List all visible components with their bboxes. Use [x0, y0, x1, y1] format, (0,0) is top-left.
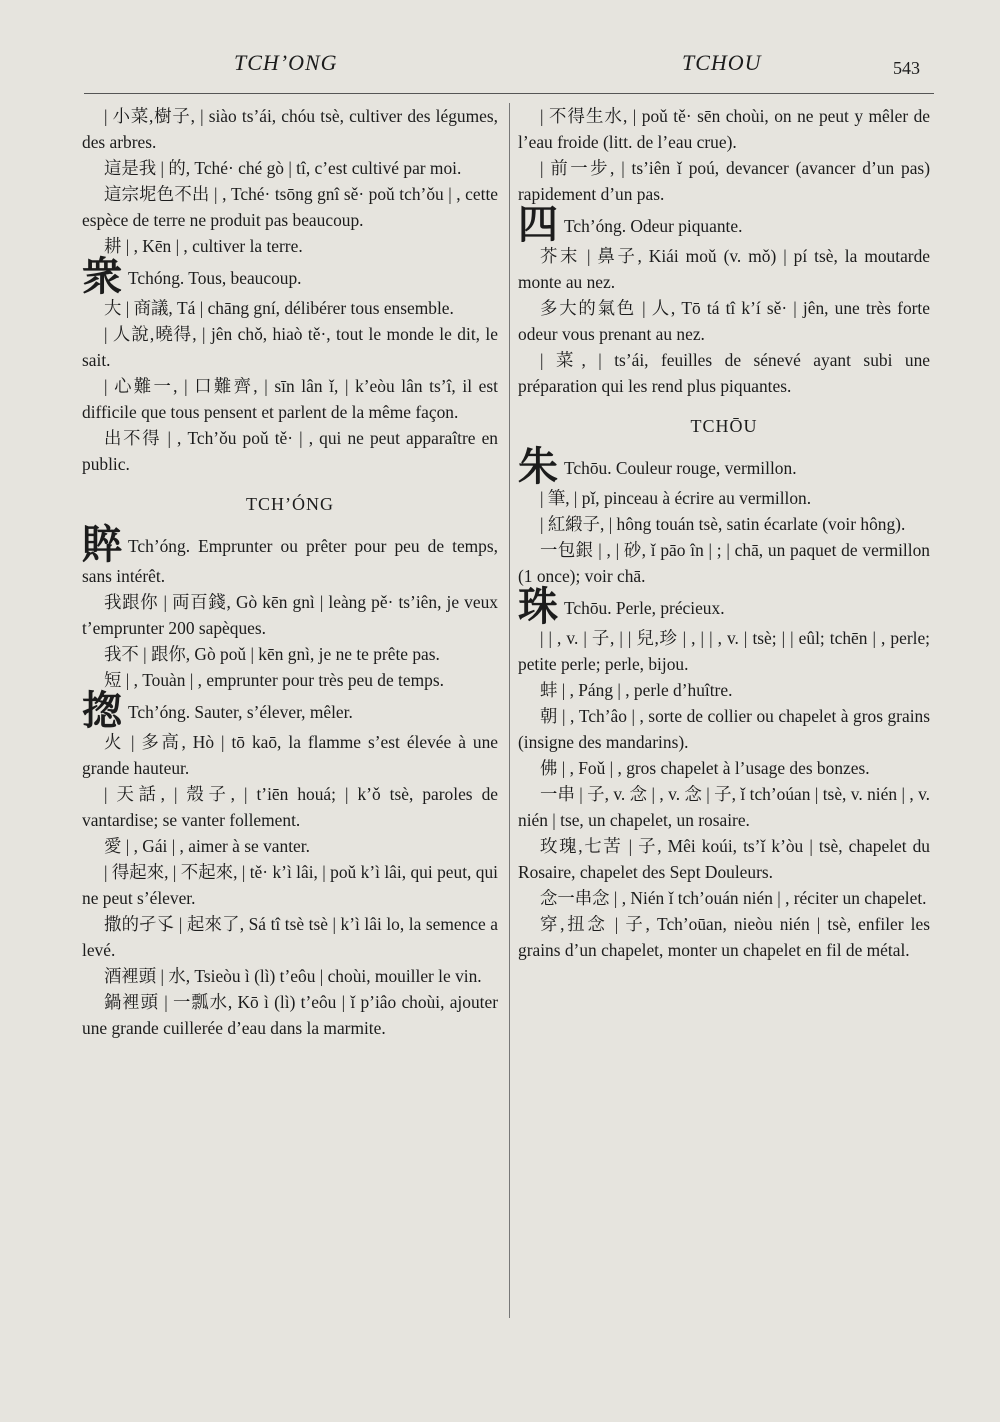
sub-entry: 玫瑰,七苦 | 子, Mêi koúi, ts’ǐ k’òu | tsè, chapelet du Rosaire, chapelet des Sept Douleurs. [518, 836, 930, 882]
headword-definition: Tchóng. Tous, beaucoup. [128, 268, 302, 288]
sub-entry: 愛 | , Gái | , aimer à se vanter. [104, 836, 310, 856]
sub-entry: 短 | , Touàn | , emprunter pour très peu de temps. [104, 670, 444, 690]
sub-entry: | 紅緞子, | hông touán tsè, satin écarlate (voir hông). [540, 514, 906, 534]
headword-character: 衆 [82, 254, 122, 300]
headword-character: 珠 [518, 584, 558, 630]
sub-entry: | 小菜,樹子, | siào ts’ái, chóu tsè, cultiver des légumes, des arbres. [82, 106, 498, 152]
sub-entry: 火 | 多高, Hò | tō kaō, la flamme s’est élevée à une grande hauteur. [82, 732, 498, 778]
column-divider [509, 103, 510, 1318]
sub-entry: 蚌 | , Páng | , perle d’huître. [540, 680, 733, 700]
sub-entry: 這宗坭色不出 | , Tché· tsōng gnî sě· poǔ tch’ǒu | , cette espèce de terre ne produit pas beaucoup. [82, 184, 498, 230]
headword-definition: Tch’óng. Emprunter ou prêter pour peu de temps, sans intérêt. [82, 536, 498, 586]
headword-entry [82, 522, 498, 589]
headword-definition: Tchōu. Couleur rouge, vermillon. [564, 458, 797, 478]
sub-entry: 鍋裡頭 | 一瓢水, Kō ì (lì) t’eôu | ǐ p’iâo choùi, ajouter une grande cuillerée d’eau dans la marmite. [82, 992, 498, 1038]
headword-entry [82, 254, 498, 300]
sub-entry: 多大的氣色 | 人, Tō tá tî k’í sě· | jên, une très forte odeur vous prenant au nez. [518, 298, 930, 344]
sub-entry: 撒的孑孓 | 起來了, Sá tî tsè tsè | k’ì lâi lo, la semence a levé. [82, 914, 498, 960]
sub-entry: | 筆, | pǐ, pinceau à écrire au vermillon. [540, 488, 812, 508]
sub-entry: 大 | 商議, Tá | chāng gní, délibérer tous ensemble. [104, 298, 454, 318]
headword-entry [518, 584, 930, 630]
sub-entry: 酒裡頭 | 水, Tsieòu ì (lì) t’eôu | choùi, mouiller le vin. [104, 966, 482, 986]
running-head-right: TCHOU [682, 50, 762, 75]
sub-entry: 念一串念 | , Nién ǐ tch’ouán nién | , réciter un chapelet. [540, 888, 927, 908]
sub-entry: 佛 | , Foǔ | , gros chapelet à l’usage des bonzes. [540, 758, 870, 778]
sub-entry: | 不得生水, | poǔ tě· sēn choùi, on ne peut y mêler de l’eau froide (litt. de l’eau crue). [518, 106, 930, 152]
sub-entry: 這是我 | 的, Tché· ché gò | tî, c’est cultivé par moi. [104, 158, 462, 178]
headword-character: 四 [518, 202, 558, 248]
sub-entry: 出不得 | , Tch’ǒu poǔ tě· | , qui ne peut apparaître en public. [82, 428, 498, 474]
sub-entry: 我跟你 | 両百錢, Gò kēn gnì | leàng pě· ts’iên, je veux t’emprunter 200 sapèques. [82, 592, 498, 638]
headword-character: 揔 [82, 688, 122, 734]
right-column [518, 103, 930, 1318]
headword-entry [518, 202, 930, 248]
headword-entry [82, 688, 498, 734]
sub-entry: 耕 | , Kēn | , cultiver la terre. [104, 236, 303, 256]
running-head-left: TCH’ONG [234, 50, 338, 75]
headword-definition: Tch’óng. Odeur piquante. [564, 216, 743, 236]
headword-definition: Tchōu. Perle, précieux. [564, 598, 725, 618]
sub-entry: 一串 | 子, v. 念 | , v. 念 | 子, ǐ tch’oúan | tsè, v. nién | , v. nién | tse, un chapelet, un rosaire. [518, 784, 930, 830]
page-number: 543 [893, 58, 920, 78]
sub-entry: | 前一步, | ts’iên ǐ poú, devancer (avancer d’un pas) rapidement d’un pas. [518, 158, 930, 204]
sub-entry: | | , v. | 子, | | 兒,珍 | , | | , v. | tsè; | | eûl; tchēn | , perle; petite perle; perle, bijou. [518, 628, 930, 674]
sub-entry: 一包銀 | , | 砂, ǐ pāo în | ; | chā, un paquet de vermillon (1 once); voir chā. [518, 540, 930, 586]
left-column [82, 103, 498, 1318]
sub-entry: 朝 | , Tch’âo | , sorte de collier ou chapelet à gros grains (insigne des mandarins). [518, 706, 930, 752]
headword-entry [518, 444, 930, 490]
sub-entry: | 菜, | ts’ái, feuilles de sénevé ayant subi une préparation qui les rend plus piquantes. [518, 350, 930, 396]
sub-entry: 穿,扭念 | 子, Tch’oūan, nieòu nién | tsè, enfiler les grains d’un chapelet, monter un chapelet en fil de métal. [518, 914, 930, 960]
sub-entry: | 人說,曉得, | jên chǒ, hiaò tě·, tout le monde le dit, le sait. [82, 324, 498, 370]
sub-entry: 芥末 | 鼻子, Kiái moǔ (v. mǒ) | pí tsè, la moutarde monte au nez. [518, 246, 930, 292]
sub-entry: 我不 | 跟你, Gò poǔ | kēn gnì, je ne te prête pas. [104, 644, 440, 664]
headword-character: 賥 [82, 522, 122, 568]
sub-entry: | 得起來, | 不起來, | tě· k’ì lâi, | poǔ k’ì lâi, qui peut, qui ne peut s’élever. [82, 862, 498, 908]
header-rule [84, 93, 934, 94]
headword-definition: Tch’óng. Sauter, s’élever, mêler. [128, 702, 353, 722]
sub-entry: | 天話, | 殼子, | t’iēn houá; | k’ǒ tsè, paroles de vantardise; se vanter follement. [82, 784, 498, 830]
sub-entry: | 心難一, | 口難齊, | sīn lân ǐ, | k’eòu lân ts’î, il est difficile que tous pensent et parlent de la même façon. [82, 376, 498, 422]
headword-character: 朱 [518, 444, 558, 490]
syllable-heading: TCH’ÓNG [246, 494, 334, 514]
syllable-heading: TCHŌU [690, 416, 758, 436]
